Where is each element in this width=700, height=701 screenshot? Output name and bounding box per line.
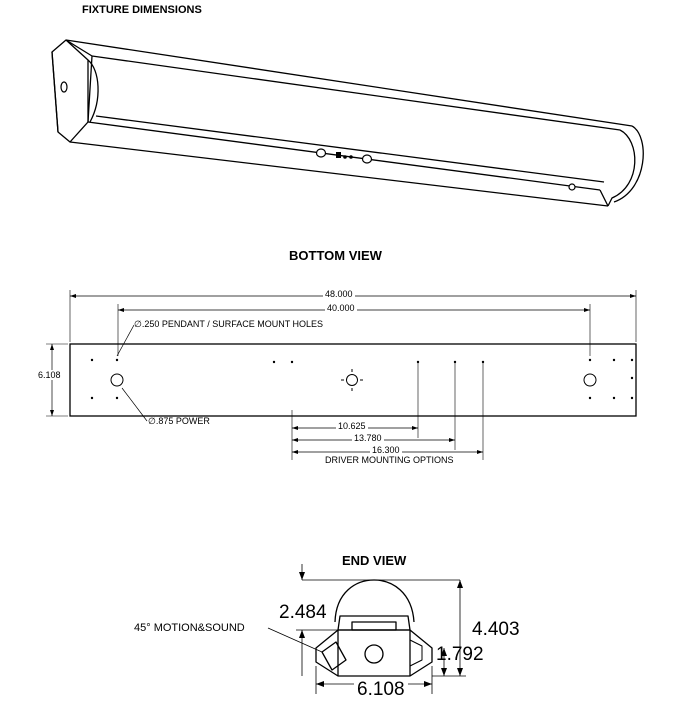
- section-title-fixture-dimensions: FIXTURE DIMENSIONS: [82, 4, 202, 16]
- motion-sound-label: 45° MOTION&SOUND: [134, 622, 245, 634]
- mount-hole-left: [317, 149, 326, 157]
- dim-driver-1: 10.625: [338, 421, 366, 431]
- motion-sensor: [322, 642, 346, 670]
- fixture-isometric-holes: [61, 82, 575, 190]
- dim-driver-3: 16.300: [372, 445, 400, 455]
- bottom-view-mount-dots: [91, 359, 633, 399]
- mount-hole-right: [363, 155, 372, 163]
- dim-height: 6.108: [38, 370, 61, 380]
- power-hole-right: [584, 374, 596, 386]
- center-hole: [347, 375, 358, 386]
- end-mount-hole: [61, 82, 67, 92]
- dim-end-width: 6.108: [354, 679, 408, 701]
- dim-overall-length: 48.000: [325, 289, 353, 299]
- section-title-end-view: END VIEW: [342, 553, 407, 568]
- dim-sensor-height: 2.484: [279, 602, 327, 623]
- dim-base-height: 1.792: [436, 644, 484, 665]
- end-hole-right: [569, 184, 575, 190]
- dim-mount-spacing: 40.000: [327, 303, 355, 313]
- bottom-view-body: [70, 344, 636, 416]
- driver-mounting-label: DRIVER MOUNTING OPTIONS: [325, 455, 454, 465]
- fixture-isometric: [52, 40, 643, 206]
- power-hole-label: ∅.875 POWER: [148, 416, 210, 426]
- dim-total-height: 4.403: [472, 619, 520, 640]
- section-title-bottom-view: BOTTOM VIEW: [289, 248, 382, 263]
- dim-driver-2: 13.780: [354, 433, 382, 443]
- power-hole-left: [111, 374, 123, 386]
- end-view-dimension-lines: [268, 564, 466, 694]
- end-view-drawing: [316, 580, 432, 676]
- mount-holes-label: ∅.250 PENDANT / SURFACE MOUNT HOLES: [134, 319, 324, 329]
- sensor-icon: [336, 152, 353, 159]
- bottom-view-drawing: [46, 290, 636, 460]
